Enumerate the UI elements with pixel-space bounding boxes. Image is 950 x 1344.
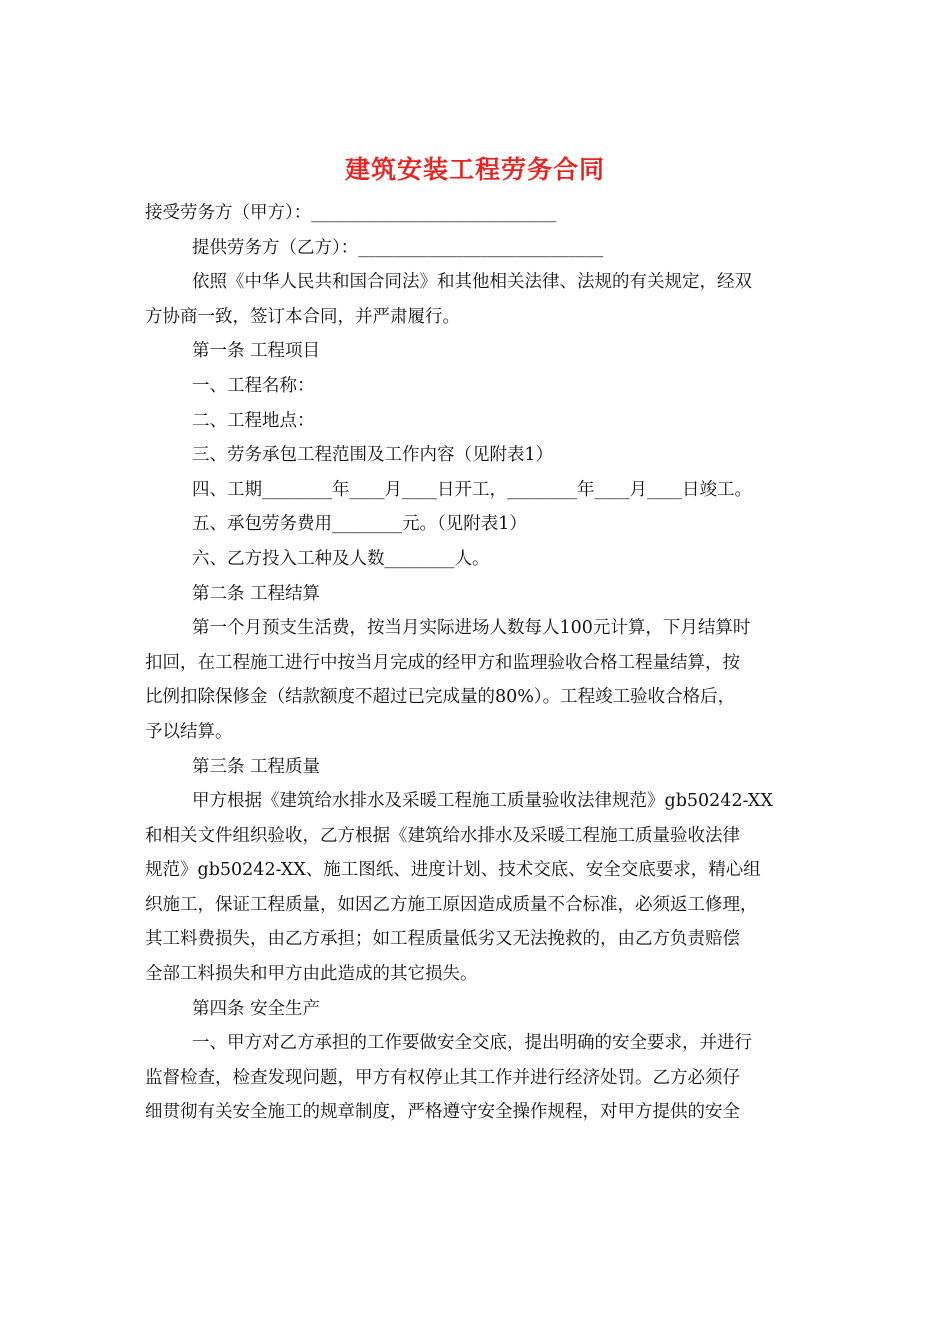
paragraph-line: 比例扣除保修金（结款额度不超过已完成量的80%）。工程竣工验收合格后， xyxy=(145,687,736,708)
clause-line: 一、工程名称： xyxy=(192,375,315,396)
clause-line: 五、承包劳务费用________元。（见附表1） xyxy=(192,514,527,535)
clause-line: 六、乙方投入工种及人数________人。 xyxy=(192,548,490,569)
paragraph-line: 织施工，保证工程质量，如因乙方施工原因造成质量不合标准，必须返工修理， xyxy=(145,894,758,915)
paragraph-line: 监督检查，检查发现问题，甲方有权停止其工作并进行经济处罚。乙方必须仔 xyxy=(145,1067,740,1088)
paragraph-line: 扣回，在工程施工进行中按当月完成的经甲方和监理验收合格工程量结算，按 xyxy=(145,652,740,673)
preamble-line: 方协商一致，签订本合同，并严肃履行。 xyxy=(145,306,460,327)
article-heading: 第四条 安全生产 xyxy=(192,998,321,1019)
paragraph-line: 第一个月预支生活费，按当月实际进场人数每人100元计算，下月结算时 xyxy=(192,618,751,639)
paragraph-line: 和相关文件组织验收，乙方根据《建筑给水排水及采暖工程施工质量验收法律 xyxy=(145,825,740,846)
paragraph-line: 一、甲方对乙方承担的工作要做安全交底，提出明确的安全要求，并进行 xyxy=(192,1033,752,1054)
paragraph-line: 予以结算。 xyxy=(145,721,233,742)
document-body xyxy=(145,196,810,1130)
paragraph-line: 细贯彻有关安全施工的规章制度，严格遵守安全操作规程，对甲方提供的安全 xyxy=(145,1102,740,1123)
preamble-line: 依照《中华人民共和国合同法》和其他相关法律、法规的有关规定，经双 xyxy=(192,272,752,293)
paragraph-line: 全部工料损失和甲方由此造成的其它损失。 xyxy=(145,964,478,985)
party-b-line: 提供劳务方（乙方）：____________________________ xyxy=(192,237,604,258)
paragraph-line: 甲方根据《建筑给水排水及采暖工程施工质量验收法律规范》gb50242-XX xyxy=(192,791,773,812)
article-heading: 第三条 工程质量 xyxy=(192,756,321,777)
document-title: 建筑安装工程劳务合同 xyxy=(344,155,605,184)
clause-line: 三、劳务承包工程范围及工作内容（见附表1） xyxy=(192,445,554,466)
article-heading: 第一条 工程项目 xyxy=(192,341,321,362)
paragraph-line: 规范》gb50242-XX、施工图纸、进度计划、技术交底、安全交底要求，精心组 xyxy=(145,860,761,881)
paragraph-line: 其工料费损失，由乙方承担；如工程质量低劣又无法挽救的，由乙方负责赔偿 xyxy=(145,929,740,950)
party-a-line: 接受劳务方（甲方）：____________________________ xyxy=(145,203,557,223)
clause-line: 二、工程地点： xyxy=(192,410,315,431)
article-heading: 第二条 工程结算 xyxy=(192,583,321,604)
clause-line: 四、工期________年____月____日开工，________年____月____日竣工。 xyxy=(192,479,752,500)
